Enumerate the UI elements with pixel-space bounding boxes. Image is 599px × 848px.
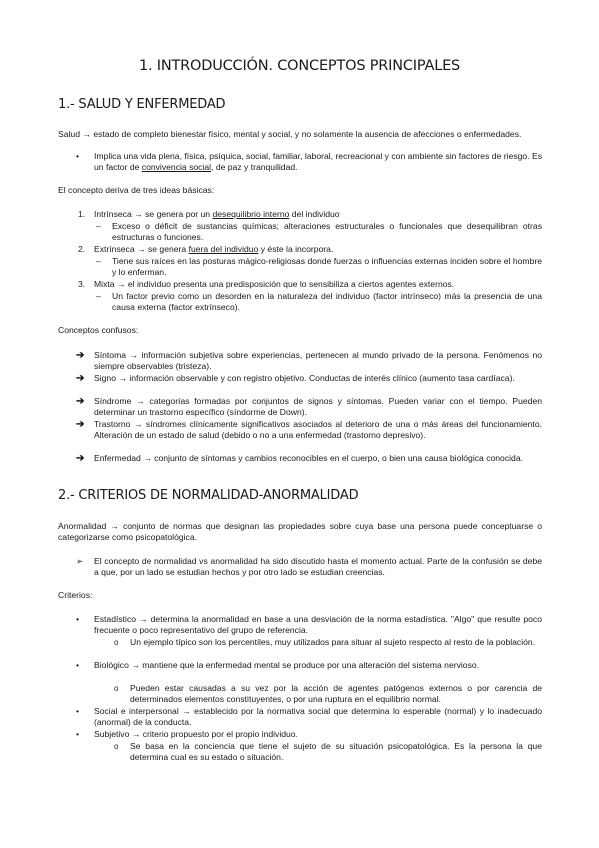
confusos-label: Conceptos confusos:: [58, 325, 139, 335]
bullet-dot: •: [76, 151, 80, 161]
circle-bullet-icon: o: [114, 638, 119, 647]
arrow-bullet-icon: ➔: [76, 350, 85, 361]
idea-sub-item: Tiene sus raíces en las posturas mágico-religiosas donde fuerzas o influencias externas inciden sobre el hombre y lo enferman.: [112, 256, 542, 278]
concepto-item: Signo → información observable y con registro objetivo. Conductas de interés clínico (aumento tasa cardíaca).: [94, 373, 515, 383]
idea-underlined: desequilibrio interno: [212, 209, 290, 219]
arrow-bullet-icon: ➔: [76, 453, 85, 464]
bullet-dot: •: [76, 614, 80, 624]
criterio-sub-item: Pueden estar causadas a su vez por la acción de agentes patógenos externos o por carencia de determinados elementos constituyentes, o por una ruptura en el equilibrio normal.: [130, 683, 542, 705]
bullet-dot: •: [76, 706, 80, 716]
criterio-item: Subjetivo → criterio propuesto por el propio individuo.: [94, 729, 298, 739]
idea-underlined: fuera del individuo: [188, 244, 259, 254]
criterio-sub-item: Se basa en la conciencia que tiene el sujeto de su situación psicopatológica. Es la persona la que determina cual es su estado o situación.: [130, 741, 542, 763]
arrow-bullet-icon: ➔: [76, 396, 85, 407]
idea-text-end: del individuo: [289, 209, 340, 219]
concepto-item: Trastorno → síndromes clínicamente significativos asociados al deterioro de una o más áreas del funcionamiento. Alteración de un estado de salud (debido o no a una enfermedad (trastorno depresivo).: [94, 419, 542, 441]
criterio-item: Biológico → mantiene que la enfermedad mental se produce por una alteración del sistema nervioso.: [94, 660, 480, 670]
concepto-item: Síntoma → información subjetiva sobre experiencias, pertenecen al mundo privado de la persona. Fenómenos no siempre observables (tristeza).: [94, 350, 542, 372]
ideas-intro: El concepto deriva de tres ideas básicas:: [58, 185, 215, 195]
concepto-item: Enfermedad → conjunto de síntomas y cambios reconocibles en el cuerpo, o bien una causa biológica conocida.: [94, 453, 523, 463]
arrow-bullet-icon: ➔: [76, 419, 85, 430]
normalidad-note: El concepto de normalidad vs anormalidad ha sido discutido hasta el momento actual. Parte de la confusión se debe a que, por un lado se estudian hechos y por otro lado se estudian creencias.: [94, 556, 542, 578]
criterio-sub-item: Un ejemplo típico son los percentiles, muy utilizados para situar al sujeto respecto al resto de la población.: [130, 637, 536, 647]
salud-bullet-text: Implica una vida plena, física, psíquica, social, familiar, laboral, recreacional y con ambiente sin factores de riesgo. Es un factor de: [94, 151, 542, 173]
section-heading-salud: 1.- SALUD Y ENFERMEDAD: [58, 97, 226, 112]
section-heading-criterios: 2.- CRITERIOS DE NORMALIDAD-ANORMALIDAD: [58, 488, 359, 503]
anormalidad-definition: Anormalidad → conjunto de normas que designan las propiedades sobre cuya base una persona puede conceptuarse o categorizarse como psicopatológica.: [58, 521, 542, 543]
bullet-dot: •: [76, 660, 80, 670]
idea-text: Mixta → el individuo presenta una predisposición que lo sensibiliza a ciertos agentes externos.: [94, 279, 455, 289]
bullet-dot: •: [76, 729, 80, 739]
idea-item: [94, 244, 542, 255]
idea-text: Intrínseca → se genera por un: [94, 209, 213, 219]
idea-sub-item: Exceso o déficit de sustancias químicas; alteraciones estructurales o funcionales que desequilibran otras estructuras o funciones.: [112, 221, 542, 243]
circle-bullet-icon: o: [114, 684, 119, 693]
dash-marker: –: [96, 291, 101, 301]
idea-text: Extrínseca → se genera: [94, 244, 189, 254]
dash-marker: –: [96, 256, 101, 266]
concepto-item: Síndrome → categorías formadas por conjuntos de signos y síntomas. Pueden variar con el tiempo. Pueden determinar un trastorno específico (síndorme de Down).: [94, 396, 542, 418]
idea-text-end: y éste la incorpora.: [258, 244, 334, 254]
page-title: 1. INTRODUCCIÓN. CONCEPTOS PRINCIPALES: [138, 58, 461, 74]
dash-marker: –: [96, 221, 101, 231]
arrow-bullet-icon: ➔: [76, 373, 85, 384]
list-number: 3.: [78, 279, 86, 289]
triangle-bullet-icon: ➢: [76, 556, 84, 566]
criterios-label: Criterios:: [58, 590, 93, 600]
idea-item: [94, 279, 542, 290]
salud-bullet: [94, 151, 542, 173]
list-number: 1.: [78, 209, 86, 219]
idea-item: [94, 209, 542, 220]
list-number: 2.: [78, 244, 86, 254]
salud-bullet-underlined: convivencia social: [141, 162, 212, 173]
salud-bullet-text-end: , de paz y tranquilidad.: [211, 162, 298, 173]
criterio-item: Estadístico → determina la anormalidad en base a una desviación de la norma estadística. "Algo" que resulte poco frecuente o poco representativo del grupo de referencia.: [94, 614, 542, 636]
circle-bullet-icon: o: [114, 742, 119, 751]
criterio-item: Social e interpersonal → establecido por la normativa social que determina lo esperable (normal) y lo inadecuado (anormal) de la conducta.: [94, 706, 542, 728]
idea-sub-item: Un factor previo como un desorden en la naturaleza del individuo (factor intrínseco) más la presencia de una causa externa (factor extrínseco).: [112, 291, 542, 313]
salud-definition: Salud → estado de completo bienestar físico, mental y social, y no solamente la ausencia de afecciones o enfermedades.: [58, 129, 522, 139]
